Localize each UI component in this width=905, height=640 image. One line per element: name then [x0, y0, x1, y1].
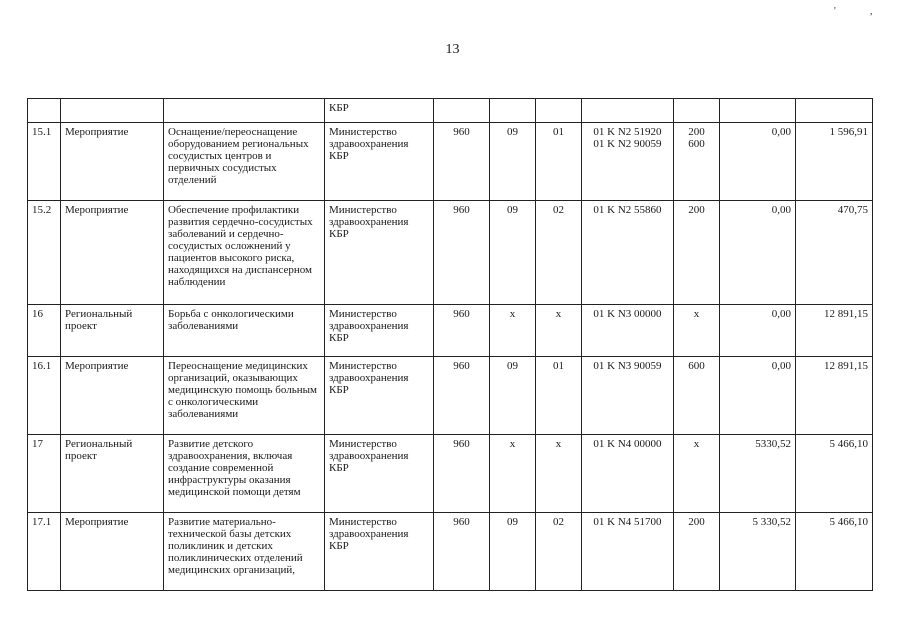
cell-pr: 01: [536, 357, 582, 435]
cell-type: Региональный проект: [61, 435, 164, 513]
cell-csr: 01 K N4 00000: [582, 435, 674, 513]
cell-type: Мероприятие: [61, 201, 164, 305]
cell-vr: 200: [674, 513, 720, 591]
cell-year2: 1 596,91: [796, 123, 873, 201]
cell-responsible: Министерство здравоохранения КБР: [325, 357, 434, 435]
cell-year2: 12 891,15: [796, 305, 873, 357]
cell-year1: 0,00: [720, 201, 796, 305]
cell-num: 16.1: [28, 357, 61, 435]
cell-year1: 0,00: [720, 123, 796, 201]
cell-year1: 5 330,52: [720, 513, 796, 591]
cell-year1: 5330,52: [720, 435, 796, 513]
cell-grbs: 960: [434, 513, 490, 591]
page-number: 13: [445, 42, 460, 57]
cell-type: Региональный проект: [61, 305, 164, 357]
cell-grbs: 960: [434, 201, 490, 305]
cell-year2: 5 466,10: [796, 513, 873, 591]
cell-rz: 09: [490, 357, 536, 435]
budget-table: [27, 98, 873, 591]
cell-name: Развитие детского здравоохранения, включая создание современной инфраструктуры оказания медицинской помощи детям: [164, 435, 325, 513]
cell-name: Обеспечение профилактики развития сердечно-сосудистых заболеваний и сердечно-сосудистых осложнений у пациентов высокого риска, находящихся на диспансерном наблюдении: [164, 201, 325, 305]
cell-responsible: Министерство здравоохранения КБР: [325, 305, 434, 357]
cell-csr: 01 K N2 51920 01 K N2 90059: [582, 123, 674, 201]
cell-vr: х: [674, 435, 720, 513]
cell-year2: 12 891,15: [796, 357, 873, 435]
cell-pr: х: [536, 305, 582, 357]
cell-num: 16: [28, 305, 61, 357]
table-row: [28, 513, 873, 591]
cell-vr: 200 600: [674, 123, 720, 201]
cell-type: Мероприятие: [61, 513, 164, 591]
cell-csr: 01 K N2 55860: [582, 201, 674, 305]
cell-year1: 0,00: [720, 357, 796, 435]
cell-responsible: Министерство здравоохранения КБР: [325, 123, 434, 201]
cell-grbs: 960: [434, 357, 490, 435]
table-row: [28, 435, 873, 513]
cell-vr: х: [674, 305, 720, 357]
cell-rz: х: [490, 435, 536, 513]
cell-pr: 02: [536, 201, 582, 305]
cell-pr: 02: [536, 513, 582, 591]
cell-grbs: 960: [434, 123, 490, 201]
cell-year1: 0,00: [720, 305, 796, 357]
cell-name: Переоснащение медицинских организаций, оказывающих медицинскую помощь больным с онкологическими заболеваниями: [164, 357, 325, 435]
cell-vr: 600: [674, 357, 720, 435]
cell-name: Борьба с онкологическими заболеваниями: [164, 305, 325, 357]
cell-year2: 470,75: [796, 201, 873, 305]
cell-year2: 5 466,10: [796, 435, 873, 513]
cell-rz: 09: [490, 513, 536, 591]
cell-grbs: 960: [434, 435, 490, 513]
cell-type: Мероприятие: [61, 123, 164, 201]
cell-rz: х: [490, 305, 536, 357]
cell-type: Мероприятие: [61, 357, 164, 435]
cell-csr: 01 K N3 90059: [582, 357, 674, 435]
table-row: [28, 305, 873, 357]
cell-num: 17: [28, 435, 61, 513]
cell-pr: 01: [536, 123, 582, 201]
cell-num: 15.1: [28, 123, 61, 201]
cell-name: Оснащение/переоснащение оборудованием региональных сосудистых центров и первичных сосудистых отделений: [164, 123, 325, 201]
cell-vr: 200: [674, 201, 720, 305]
cell-rz: 09: [490, 201, 536, 305]
cell-pr: х: [536, 435, 582, 513]
cell-grbs: 960: [434, 305, 490, 357]
cell-rz: 09: [490, 123, 536, 201]
corner-mark-right: ,: [870, 6, 873, 17]
cell-csr: 01 K N4 51700: [582, 513, 674, 591]
cell-responsible: Министерство здравоохранения КБР: [325, 513, 434, 591]
cell-num: 17.1: [28, 513, 61, 591]
cell-name: Развитие материально-технической базы детских поликлиник и детских поликлинических отделений медицинских организаций,: [164, 513, 325, 591]
corner-mark-left: ': [834, 6, 836, 17]
table-row: [28, 357, 873, 435]
cell-responsible: КБР: [325, 99, 434, 123]
cell-responsible: Министерство здравоохранения КБР: [325, 435, 434, 513]
continuation-row: [28, 99, 873, 123]
cell-responsible: Министерство здравоохранения КБР: [325, 201, 434, 305]
table-row: [28, 123, 873, 201]
table-row: [28, 201, 873, 305]
cell-csr: 01 K N3 00000: [582, 305, 674, 357]
cell-num: 15.2: [28, 201, 61, 305]
